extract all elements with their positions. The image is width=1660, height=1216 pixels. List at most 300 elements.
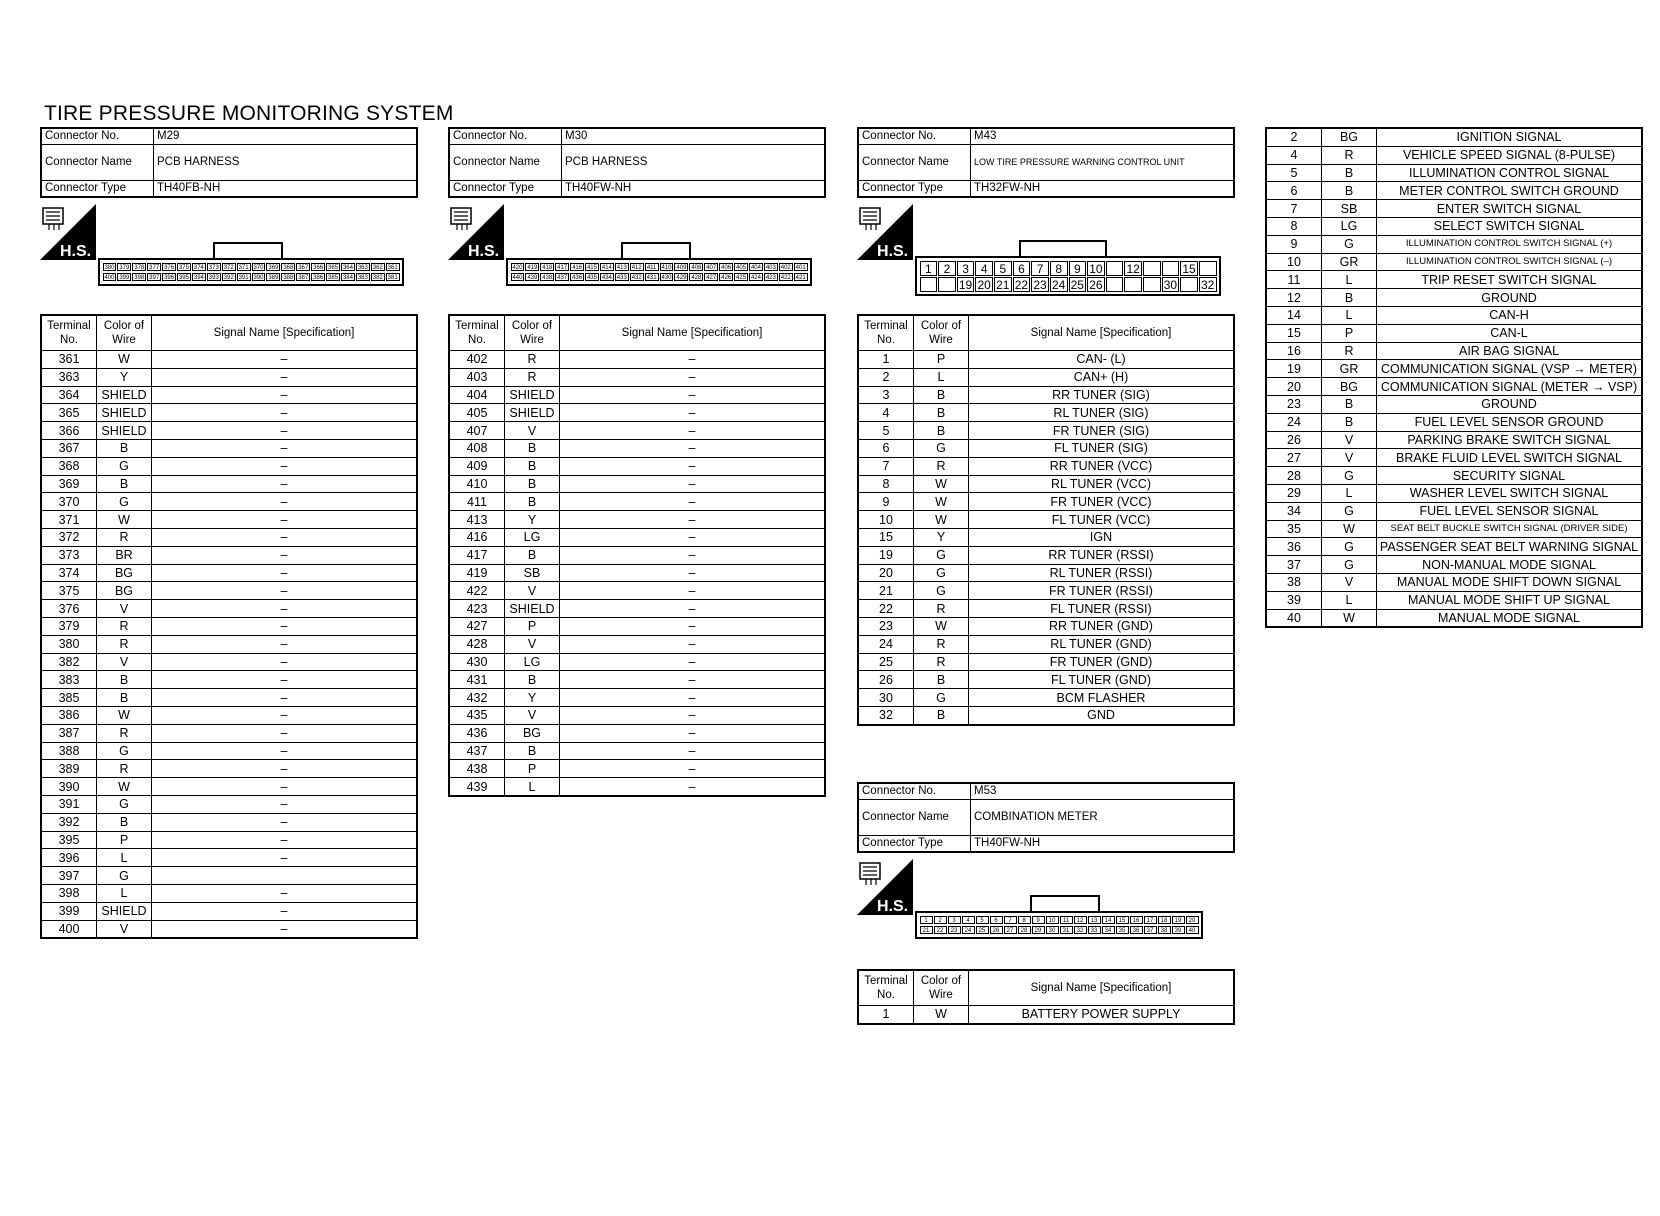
pin-table: [40, 314, 418, 939]
signal-name: COMMUNICATION SIGNAL (VSP → METER): [1377, 360, 1643, 378]
signal-name: MANUAL MODE SHIFT DOWN SIGNAL: [1377, 573, 1643, 591]
terminal-no: 413: [449, 511, 505, 529]
harness-side-icon: [40, 204, 96, 260]
connector-pin: 25: [1069, 277, 1087, 292]
table-row: [41, 439, 417, 457]
wire-color: G: [914, 439, 969, 457]
connector-pin: 2: [934, 916, 947, 924]
table-row: [41, 902, 417, 920]
connector-m30: [448, 127, 826, 797]
wire-color: L: [1322, 306, 1377, 324]
wire-color: L: [1322, 591, 1377, 609]
signal-name: FL TUNER (VCC): [969, 511, 1235, 529]
terminal-no: 437: [449, 742, 505, 760]
terminal-no: 371: [41, 511, 97, 529]
connector-pin: 364: [342, 265, 353, 271]
terminal-no: 368: [41, 457, 97, 475]
signal-name: FR TUNER (VCC): [969, 493, 1235, 511]
wire-color: SB: [505, 564, 560, 582]
connector-pin: 16: [1130, 916, 1143, 924]
signal-name: –: [152, 457, 418, 475]
terminal-no: 19: [1266, 360, 1322, 378]
terminal-no: 20: [858, 564, 914, 582]
wire-color: GR: [1322, 360, 1377, 378]
wire-color: G: [97, 742, 152, 760]
wire-color: LG: [505, 528, 560, 546]
connector-pin: 400: [104, 275, 115, 281]
terminal-no: 24: [1266, 413, 1322, 431]
connector-pin: 386: [313, 275, 324, 281]
table-row: [1266, 253, 1642, 271]
table-row: [41, 760, 417, 778]
connector-pin: 15: [1180, 261, 1198, 276]
connector-pin: 12: [1124, 261, 1142, 276]
table-row: [1266, 271, 1642, 289]
table-row: [1266, 235, 1642, 253]
wire-color: W: [97, 778, 152, 796]
wire-color: L: [1322, 484, 1377, 502]
connector-pin: 416: [572, 265, 583, 271]
connector-pin: [1180, 277, 1198, 292]
table-row: [41, 742, 417, 760]
wire-color: SB: [1322, 200, 1377, 218]
terminal-no: 25: [858, 653, 914, 671]
terminal-no: 10: [1266, 253, 1322, 271]
terminal-no: 361: [41, 351, 97, 369]
connector-pin: [1143, 261, 1161, 276]
table-row: [41, 564, 417, 582]
connector-pin: 368: [283, 265, 294, 271]
connector-pin: 393: [208, 275, 219, 281]
signal-name: RL TUNER (VCC): [969, 475, 1235, 493]
connector-type-value: TH40FW-NH: [562, 181, 826, 198]
wire-color: G: [97, 867, 152, 885]
terminal-no: 36: [1266, 538, 1322, 556]
connector-pin: 397: [149, 275, 160, 281]
connector-pin: 403: [765, 265, 776, 271]
connector-pin: 28: [1018, 926, 1031, 934]
wire-color: SHIELD: [97, 386, 152, 404]
table-row: [449, 457, 825, 475]
wire-color: B: [97, 439, 152, 457]
table-row: [41, 368, 417, 386]
terminal-no: 397: [41, 867, 97, 885]
terminal-no: 3: [858, 386, 914, 404]
table-row: [41, 582, 417, 600]
terminal-no: 14: [1266, 306, 1322, 324]
signal-name: COMMUNICATION SIGNAL (METER → VSP): [1377, 378, 1643, 396]
wire-color: V: [505, 422, 560, 440]
wire-color: G: [97, 795, 152, 813]
table-row: [1266, 324, 1642, 342]
connector-pin: 398: [134, 275, 145, 281]
table-row: [1266, 538, 1642, 556]
terminal-no: 19: [858, 546, 914, 564]
connector-pin: 10: [1046, 916, 1059, 924]
table-row: [858, 404, 1234, 422]
connector-pin: 7: [1031, 261, 1049, 276]
wire-color: R: [97, 724, 152, 742]
wire-color: R: [914, 653, 969, 671]
connector-m29: [40, 127, 418, 939]
terminal-no: 391: [41, 795, 97, 813]
connector-pin: 2: [938, 261, 956, 276]
terminal-no: 376: [41, 600, 97, 618]
connector-pin: 5: [976, 916, 989, 924]
terminal-no: 380: [41, 635, 97, 653]
connector-pin: 1: [920, 261, 938, 276]
connector-pin: [1143, 277, 1161, 292]
table-row: [1266, 591, 1642, 609]
table-row: [1266, 342, 1642, 360]
table-row: [1266, 467, 1642, 485]
wire-color: B: [97, 475, 152, 493]
table-row: [449, 493, 825, 511]
table-row: [1266, 484, 1642, 502]
table-row: [449, 653, 825, 671]
connector-number-label: Connector No.: [858, 783, 971, 800]
signal-name: CAN-L: [1377, 324, 1643, 342]
connector-pin: 433: [616, 275, 627, 281]
connector-number-value: M43: [971, 128, 1235, 145]
wire-color: B: [97, 671, 152, 689]
signal-name: –: [560, 689, 826, 707]
signal-name: –: [560, 475, 826, 493]
table-row: [1266, 200, 1642, 218]
terminal-no: 8: [858, 475, 914, 493]
table-row: [449, 368, 825, 386]
terminal-no: 28: [1266, 467, 1322, 485]
table-row: [1266, 520, 1642, 538]
table-row: [858, 582, 1234, 600]
connector-pin: 5: [994, 261, 1012, 276]
signal-name: –: [152, 795, 418, 813]
connector-pin: 38: [1158, 926, 1171, 934]
wire-color: B: [505, 475, 560, 493]
table-row: [449, 404, 825, 422]
connector-pin: 367: [298, 265, 309, 271]
connector-pin: 365: [328, 265, 339, 271]
terminal-no: 22: [858, 600, 914, 618]
table-row: [1266, 378, 1642, 396]
connector-pin: 9: [1069, 261, 1087, 276]
signal-name: –: [560, 600, 826, 618]
wire-color: V: [97, 653, 152, 671]
wire-color: SHIELD: [97, 404, 152, 422]
table-row: [858, 511, 1234, 529]
signal-name: AIR BAG SIGNAL: [1377, 342, 1643, 360]
pin-row: [510, 272, 808, 282]
connector-pin: 20: [975, 277, 993, 292]
signal-name: PARKING BRAKE SWITCH SIGNAL: [1377, 431, 1643, 449]
table-row: [449, 422, 825, 440]
connector-pin: [920, 277, 938, 292]
signal-name: –: [152, 475, 418, 493]
connector-housing: [915, 256, 1221, 296]
connector-pin: 421: [795, 275, 806, 281]
signal-name: FR TUNER (RSSI): [969, 582, 1235, 600]
pin-row: [919, 925, 1199, 935]
terminal-no: 367: [41, 439, 97, 457]
connector-pin: 32: [1199, 277, 1217, 292]
connector-pin: 387: [298, 275, 309, 281]
table-row: [1266, 217, 1642, 235]
signal-name: –: [152, 884, 418, 902]
signal-name-header: Signal Name [Specification]: [560, 315, 826, 351]
terminal-no: 419: [449, 564, 505, 582]
signal-name: –: [560, 564, 826, 582]
signal-name: RL TUNER (GND): [969, 635, 1235, 653]
wire-color: G: [97, 493, 152, 511]
connector-pin: 7: [1004, 916, 1017, 924]
connector-type-label: Connector Type: [858, 836, 971, 853]
table-row: [41, 546, 417, 564]
table-row: [858, 386, 1234, 404]
terminal-no: 40: [1266, 609, 1322, 627]
table-row: [41, 528, 417, 546]
pin-row: [102, 262, 400, 272]
table-row: [858, 368, 1234, 386]
connector-pin: 401: [795, 265, 806, 271]
pin-table-continued: [1265, 127, 1643, 628]
terminal-no: 373: [41, 546, 97, 564]
table-row: [449, 724, 825, 742]
table-row: [449, 635, 825, 653]
terminal-no: 1: [858, 1006, 914, 1024]
terminal-no: 15: [858, 528, 914, 546]
connector-pin: 27: [1004, 926, 1017, 934]
terminal-no: 5: [858, 422, 914, 440]
terminal-no: 11: [1266, 271, 1322, 289]
terminal-no: 436: [449, 724, 505, 742]
signal-name: –: [152, 493, 418, 511]
wire-color: B: [505, 457, 560, 475]
terminal-no: 4: [858, 404, 914, 422]
connector-pin: 407: [706, 265, 717, 271]
signal-name: –: [152, 582, 418, 600]
wire-color: R: [914, 457, 969, 475]
connector-pin: 426: [721, 275, 732, 281]
wire-color: W: [97, 351, 152, 369]
terminal-no: 408: [449, 439, 505, 457]
signal-name: MANUAL MODE SIGNAL: [1377, 609, 1643, 627]
terminal-no: 417: [449, 546, 505, 564]
terminal-no: 10: [858, 511, 914, 529]
wire-color: SHIELD: [505, 386, 560, 404]
pin-table: [448, 314, 826, 797]
signal-name: RR TUNER (RSSI): [969, 546, 1235, 564]
connector-number-label: Connector No.: [41, 128, 154, 145]
signal-name: –: [152, 635, 418, 653]
table-row: [858, 635, 1234, 653]
wire-color: BG: [97, 582, 152, 600]
terminal-no: 30: [858, 689, 914, 707]
signal-name: –: [152, 368, 418, 386]
connector-pin: 21: [994, 277, 1012, 292]
pin-table: [857, 314, 1235, 726]
wire-color: P: [505, 617, 560, 635]
signal-name: ILLUMINATION CONTROL SWITCH SIGNAL (–): [1377, 253, 1643, 271]
connector-pin: 377: [149, 265, 160, 271]
table-row: [858, 439, 1234, 457]
connector-pin: 363: [357, 265, 368, 271]
terminal-no: 431: [449, 671, 505, 689]
signal-name: –: [152, 706, 418, 724]
terminal-no: 405: [449, 404, 505, 422]
table-row: [449, 600, 825, 618]
wire-color: B: [914, 386, 969, 404]
wire-color: G: [1322, 556, 1377, 574]
wire-color: B: [505, 546, 560, 564]
signal-name: ENTER SWITCH SIGNAL: [1377, 200, 1643, 218]
signal-name: –: [560, 493, 826, 511]
table-row: [41, 795, 417, 813]
wire-color: W: [1322, 609, 1377, 627]
terminal-no: 15: [1266, 324, 1322, 342]
terminal-no: 8: [1266, 217, 1322, 235]
connector-pin: 3: [957, 261, 975, 276]
color-of-wire-header: Color of Wire: [505, 315, 560, 351]
connector-m53: [857, 782, 1235, 1025]
wire-color: V: [1322, 449, 1377, 467]
table-row: [1266, 573, 1642, 591]
signal-name: –: [152, 653, 418, 671]
signal-name: GROUND: [1377, 289, 1643, 307]
connector-pin: 424: [750, 275, 761, 281]
wire-color: W: [97, 511, 152, 529]
table-row: [449, 511, 825, 529]
wire-color: G: [914, 689, 969, 707]
table-row: [41, 511, 417, 529]
wire-color: V: [505, 706, 560, 724]
signal-name: FL TUNER (GND): [969, 671, 1235, 689]
table-row: [41, 351, 417, 369]
wire-color: SHIELD: [97, 422, 152, 440]
wire-color: G: [1322, 538, 1377, 556]
signal-name: –: [560, 778, 826, 796]
connector-pin: 437: [557, 275, 568, 281]
wire-color: GR: [1322, 253, 1377, 271]
connector-pin: 406: [721, 265, 732, 271]
wire-color: B: [914, 671, 969, 689]
color-of-wire-header: Color of Wire: [97, 315, 152, 351]
wire-color: P: [97, 831, 152, 849]
signal-name: BCM FLASHER: [969, 689, 1235, 707]
signal-name: IGNITION SIGNAL: [1377, 128, 1643, 146]
connector-face-diagram: [40, 198, 418, 314]
connector-pin: 6: [990, 916, 1003, 924]
connector-pin: 362: [372, 265, 383, 271]
terminal-no: 370: [41, 493, 97, 511]
wire-color: Y: [505, 511, 560, 529]
signal-name: –: [560, 617, 826, 635]
terminal-no: 34: [1266, 502, 1322, 520]
connector-info-table: [448, 127, 826, 198]
connector-type-value: TH40FB-NH: [154, 181, 418, 198]
wire-color: W: [914, 1006, 969, 1024]
connector-pin: 371: [238, 265, 249, 271]
connector-pin: 11: [1060, 916, 1073, 924]
signal-name: CAN+ (H): [969, 368, 1235, 386]
connector-pin: 423: [765, 275, 776, 281]
terminal-no: 2: [858, 368, 914, 386]
connector-pin: 374: [193, 265, 204, 271]
wire-color: P: [1322, 324, 1377, 342]
connector-pin: 36: [1130, 926, 1143, 934]
connector-name-value: PCB HARNESS: [154, 145, 418, 181]
signal-name: FR TUNER (GND): [969, 653, 1235, 671]
signal-name: RR TUNER (SIG): [969, 386, 1235, 404]
connector-m53-continued: [1265, 127, 1643, 628]
table-row: [41, 457, 417, 475]
connector-pin: 383: [357, 275, 368, 281]
terminal-no: 416: [449, 528, 505, 546]
signal-name: –: [560, 582, 826, 600]
terminal-no: 398: [41, 884, 97, 902]
wire-color: G: [914, 582, 969, 600]
hs-label: H.S.: [60, 243, 92, 260]
table-row: [41, 884, 417, 902]
table-row: [449, 564, 825, 582]
terminal-no: 365: [41, 404, 97, 422]
connector-latch: [1019, 240, 1107, 256]
connector-pin: 8: [1018, 916, 1031, 924]
table-row: [41, 724, 417, 742]
table-row: [449, 706, 825, 724]
signal-name: –: [152, 671, 418, 689]
table-row: [41, 653, 417, 671]
connector-pin: 422: [780, 275, 791, 281]
signal-name: FR TUNER (SIG): [969, 422, 1235, 440]
signal-name: SEAT BELT BUCKLE SWITCH SIGNAL (DRIVER SIDE): [1377, 520, 1643, 538]
connector-face-diagram: [857, 853, 1235, 969]
signal-name: CAN- (L): [969, 351, 1235, 369]
signal-name: RL TUNER (RSSI): [969, 564, 1235, 582]
connector-pin: 420: [512, 265, 523, 271]
connector-pin: 381: [387, 275, 398, 281]
terminal-no: 366: [41, 422, 97, 440]
signal-name: –: [560, 511, 826, 529]
connector-pin: 439: [527, 275, 538, 281]
wire-color: B: [505, 742, 560, 760]
signal-name: FUEL LEVEL SENSOR GROUND: [1377, 413, 1643, 431]
terminal-no: 5: [1266, 164, 1322, 182]
signal-name: –: [560, 422, 826, 440]
table-row: [41, 849, 417, 867]
signal-name: PASSENGER SEAT BELT WARNING SIGNAL: [1377, 538, 1643, 556]
connector-pin: 412: [631, 265, 642, 271]
signal-name: –: [152, 849, 418, 867]
terminal-no-header: Terminal No.: [41, 315, 97, 351]
connector-pin: 17: [1144, 916, 1157, 924]
connector-face-diagram: [857, 198, 1235, 314]
pin-row: [919, 260, 1217, 276]
signal-name: SECURITY SIGNAL: [1377, 467, 1643, 485]
table-row: [449, 617, 825, 635]
color-of-wire-header: Color of Wire: [914, 315, 969, 351]
terminal-no: 35: [1266, 520, 1322, 538]
signal-name: –: [560, 671, 826, 689]
connector-pin: 32: [1074, 926, 1087, 934]
connector-pin: 438: [542, 275, 553, 281]
wire-color: LG: [1322, 217, 1377, 235]
signal-name: MANUAL MODE SHIFT UP SIGNAL: [1377, 591, 1643, 609]
signal-name: –: [152, 920, 418, 938]
connector-pin: 417: [557, 265, 568, 271]
terminal-no: 9: [858, 493, 914, 511]
wire-color: P: [914, 351, 969, 369]
wire-color: R: [1322, 146, 1377, 164]
